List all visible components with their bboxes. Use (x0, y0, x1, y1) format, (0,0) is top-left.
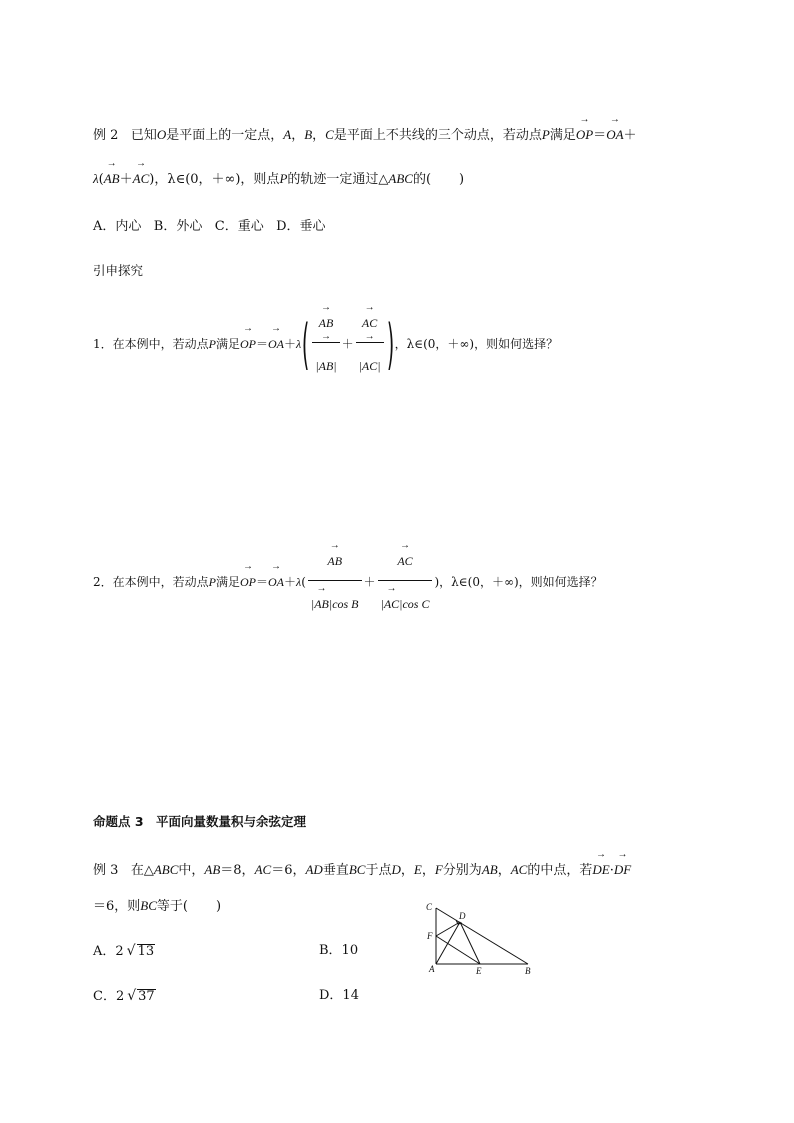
extension-question-1 (93, 314, 558, 375)
text: ) (459, 172, 465, 187)
point-label-d: D (459, 911, 466, 921)
cos-C: cos C (402, 597, 430, 611)
var-AB: AB (481, 862, 498, 877)
var-P: P (208, 575, 216, 589)
text: ， (291, 128, 305, 143)
text: ，λ∈(0，＋∞)，则点 (154, 172, 280, 187)
example2-options (93, 218, 326, 236)
fraction-ab (312, 314, 339, 375)
extension-question-2 (93, 552, 603, 613)
text: 垂直 (322, 863, 349, 878)
text: ( (301, 575, 306, 589)
example2-label: 例 2 (93, 128, 119, 143)
text: ， (312, 128, 326, 143)
text: ，λ∈(0，＋∞)，则如何选择？ (439, 575, 603, 589)
text: ＝8， (220, 863, 255, 878)
var-D: D (391, 862, 401, 877)
var-O: O (156, 127, 167, 142)
example3-stem-line2 (93, 897, 221, 916)
var-P: P (279, 171, 288, 186)
text: ＝6，则 (93, 899, 141, 914)
text: 1．在本例中，若动点 (93, 337, 209, 351)
var-AB: AB (204, 862, 221, 877)
var-E: E (413, 862, 422, 877)
vector-OP: → OP (240, 573, 256, 591)
segment-ad (436, 922, 460, 964)
cos-B: cos B (332, 597, 359, 611)
fraction-ab-cos (308, 552, 362, 613)
vector-AC: → AC (133, 170, 150, 188)
example3-option-a[interactable] (93, 942, 155, 961)
text: ＝ (593, 128, 607, 143)
example2-stem-line1 (93, 126, 637, 145)
example3-option-c[interactable] (93, 987, 156, 1006)
example3-stem-line1 (93, 861, 631, 880)
topic3-heading: 命题点 3 平面向量数量积与余弦定理 (93, 814, 307, 829)
var-A: A (283, 127, 292, 142)
var-C: C (325, 127, 334, 142)
var-BC: BC (348, 862, 366, 877)
vector-OP: → OP (576, 126, 593, 144)
text: ＝ (256, 575, 269, 589)
text: A．2 (93, 944, 124, 959)
var-AC: AC (510, 862, 528, 877)
text: · (609, 863, 614, 878)
text: 于点 (365, 863, 392, 878)
vector-AB: → AB (104, 170, 120, 188)
text: 满足 (215, 575, 240, 589)
lambda: λ (93, 171, 99, 186)
vector-DF: → DF (614, 861, 631, 879)
var-B: B (304, 127, 313, 142)
text: 等于( (156, 899, 188, 914)
var-AC: AC (254, 862, 272, 877)
text: 已知 (130, 128, 157, 143)
var-P: P (541, 127, 550, 142)
text: ＋ (284, 575, 297, 589)
left-big-paren: ( (302, 312, 310, 376)
vector-AC: → AC (356, 314, 384, 343)
lambda: λ (296, 575, 302, 589)
point-label-b: B (525, 966, 531, 976)
text: ＋ (363, 575, 376, 589)
denominator-ab (308, 581, 362, 613)
var-BC: BC (140, 898, 157, 913)
text: ， (497, 863, 511, 878)
text: ，λ∈(0，＋∞)，则如何选择？ (394, 337, 559, 351)
var-P: P (208, 337, 216, 351)
text: 的( (412, 172, 432, 187)
point-label-a: A (429, 964, 435, 974)
option-a[interactable]: A．内心 (93, 219, 142, 234)
text: ＝ (256, 337, 269, 351)
example2-stem-line2 (93, 170, 464, 189)
vector-OP: → OP (240, 335, 256, 353)
abs-AB: → |AB| (312, 343, 339, 375)
sqrt-icon: √ (127, 988, 137, 1004)
var-AD: AD (305, 862, 323, 877)
text: 2．在本例中，若动点 (93, 575, 209, 589)
text: ＋ (341, 337, 354, 351)
denominator-ac (378, 581, 433, 613)
var-ABC: ABC (153, 862, 179, 877)
lambda: λ (296, 337, 302, 351)
point-label-c: C (426, 902, 433, 912)
extension-heading: 引申探究 (93, 263, 144, 278)
var-F: F (434, 862, 443, 877)
option-b[interactable]: B．外心 (153, 219, 203, 234)
segment-cb (436, 908, 528, 964)
abs-AB: → |AB| (311, 595, 332, 613)
radicand: 13 (137, 944, 155, 959)
fraction-ac-cos (378, 552, 433, 613)
text: 分别为 (442, 863, 482, 878)
vector-OA: → OA (606, 126, 623, 144)
example3-option-d[interactable]: D．14 (319, 988, 359, 1003)
text: ＋ (623, 128, 637, 143)
triangle-figure (420, 900, 550, 980)
text: ＋ (119, 172, 133, 187)
point-label-e: E (476, 966, 482, 976)
text: ( (98, 172, 104, 187)
example3-option-b[interactable]: B．10 (319, 943, 359, 958)
vector-DE: → DE (592, 861, 609, 879)
vector-OA: → OA (268, 335, 284, 353)
text: 的轨迹一定通过△ (287, 172, 389, 187)
option-d[interactable]: D．垂心 (276, 219, 326, 234)
var-ABC: ABC (388, 171, 413, 186)
text: 满足 (215, 337, 240, 351)
text: 是平面上不共线的三个动点，若动点 (333, 128, 542, 143)
vector-OA: → OA (268, 573, 284, 591)
text: ) (434, 575, 440, 589)
fraction-ac (356, 314, 384, 375)
abs-AC: → |AC| (356, 343, 384, 375)
text: ， (400, 863, 414, 878)
text: C．2 (93, 989, 125, 1004)
right-big-paren: ) (386, 312, 394, 376)
text: 是平面上的一定点， (166, 128, 284, 143)
text: 在△ (130, 863, 154, 878)
text: ， (421, 863, 435, 878)
text: ＋ (284, 337, 297, 351)
text: 满足 (549, 128, 576, 143)
text: 中， (178, 863, 205, 878)
abs-AC: → |AC| (381, 595, 403, 613)
point-label-f: F (427, 931, 433, 941)
radicand: 37 (138, 989, 155, 1004)
option-c[interactable]: C．重心 (214, 219, 264, 234)
text: ＝6， (271, 863, 306, 878)
sqrt-icon: √ (126, 943, 136, 959)
vector-AB: → AB (308, 552, 362, 581)
text: 的中点，若 (527, 863, 593, 878)
vector-AB: → AB (312, 314, 339, 343)
text: ) (149, 172, 155, 187)
vector-AC: → AC (378, 552, 433, 581)
text: ) (215, 899, 222, 914)
example3-label: 例 3 (93, 863, 119, 878)
